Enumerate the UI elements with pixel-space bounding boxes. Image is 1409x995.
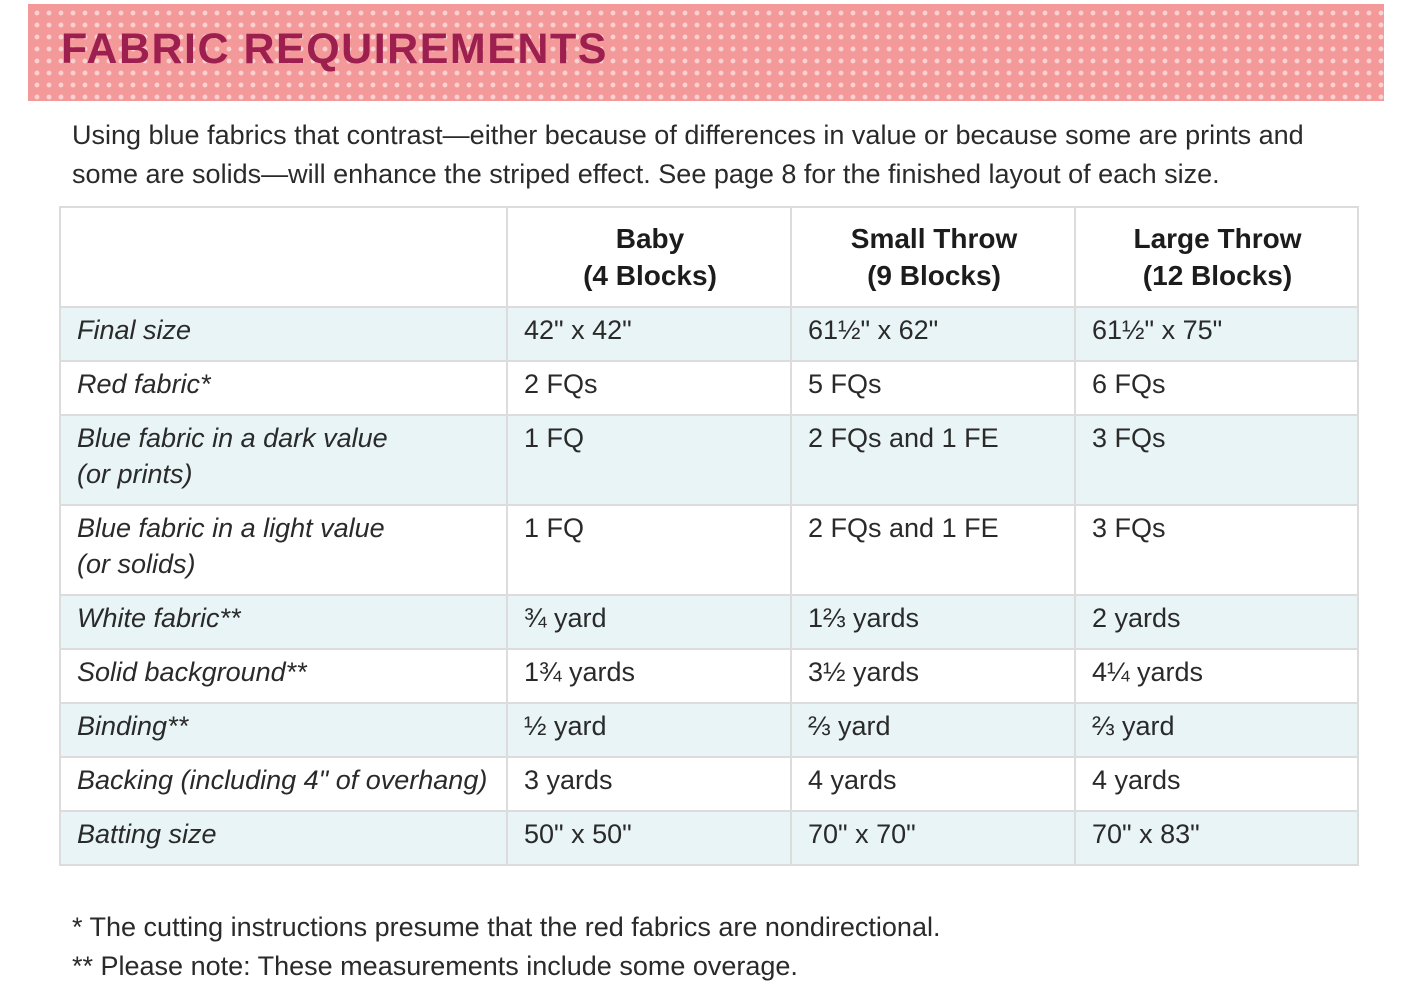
table-row xyxy=(60,649,1358,703)
column-header-sub: (9 Blocks) xyxy=(867,260,1001,291)
row-label-note: (or solids) xyxy=(77,549,196,579)
row-label xyxy=(60,649,507,703)
table-row xyxy=(60,595,1358,649)
table-cell: 1⅔ yards xyxy=(791,595,1075,649)
table-row xyxy=(60,307,1358,361)
table-cell: 4 yards xyxy=(791,757,1075,811)
row-label xyxy=(60,703,507,757)
row-label xyxy=(60,361,507,415)
row-label-text: Binding** xyxy=(77,711,189,741)
column-header-large-throw xyxy=(1075,207,1358,307)
fabric-requirements-table xyxy=(59,206,1359,866)
row-label-note: (or prints) xyxy=(77,459,193,489)
table-cell: ⅔ yard xyxy=(1075,703,1358,757)
row-label-text: Batting size xyxy=(77,819,217,849)
table-header-row xyxy=(60,207,1358,307)
header-cell-blank xyxy=(60,207,507,307)
page-title: FABRIC REQUIREMENTS xyxy=(61,25,608,73)
column-header-small-throw xyxy=(791,207,1075,307)
table-cell: ⅔ yard xyxy=(791,703,1075,757)
row-label-text: Backing (including 4" of overhang) xyxy=(77,765,488,795)
footnotes xyxy=(72,908,1372,986)
row-label-text: Red fabric* xyxy=(77,369,211,399)
table-cell: 1 FQ xyxy=(507,505,791,595)
row-label-text: Solid background** xyxy=(77,657,307,687)
row-label xyxy=(60,415,507,505)
row-label xyxy=(60,595,507,649)
table-cell: 3½ yards xyxy=(791,649,1075,703)
row-label xyxy=(60,811,507,865)
column-header-name: Large Throw xyxy=(1133,223,1302,254)
row-label-text: White fabric** xyxy=(77,603,241,633)
table-cell: 2 FQs xyxy=(507,361,791,415)
column-header-name: Small Throw xyxy=(850,223,1018,254)
table-cell: 61½" x 75" xyxy=(1075,307,1358,361)
table-cell: ½ yard xyxy=(507,703,791,757)
row-label-text: Blue fabric in a dark value xyxy=(77,423,388,453)
table-cell: 1 FQ xyxy=(507,415,791,505)
table-cell: 61½" x 62" xyxy=(791,307,1075,361)
table-cell: 2 FQs and 1 FE xyxy=(791,505,1075,595)
table-cell: 2 FQs and 1 FE xyxy=(791,415,1075,505)
row-label xyxy=(60,307,507,361)
table-row xyxy=(60,415,1358,505)
footnote-overage: ** Please note: These measurements include some overage. xyxy=(72,951,798,981)
table-row xyxy=(60,757,1358,811)
table-cell: 3 yards xyxy=(507,757,791,811)
column-header-sub: (12 Blocks) xyxy=(1142,260,1293,291)
table-row xyxy=(60,505,1358,595)
table-cell: 50" x 50" xyxy=(507,811,791,865)
table-cell: 5 FQs xyxy=(791,361,1075,415)
table-cell: 70" x 70" xyxy=(791,811,1075,865)
table-row xyxy=(60,811,1358,865)
header-banner xyxy=(28,4,1384,101)
footnote-red-fabric: * The cutting instructions presume that the red fabrics are nondirectional. xyxy=(72,912,941,942)
table-cell: 70" x 83" xyxy=(1075,811,1358,865)
table-cell: 1¾ yards xyxy=(507,649,791,703)
row-label-text: Blue fabric in a light value xyxy=(77,513,385,543)
row-label xyxy=(60,505,507,595)
row-label xyxy=(60,757,507,811)
table-row xyxy=(60,703,1358,757)
intro-paragraph: Using blue fabrics that contrast—either because of differences in value or because some are prints and some are solids—will enhance the striped effect. See page 8 for the finished layout of each size. xyxy=(72,120,1304,189)
table-row xyxy=(60,361,1358,415)
column-header-baby xyxy=(507,207,791,307)
column-header-sub: (4 Blocks) xyxy=(583,260,717,291)
table-cell: 42" x 42" xyxy=(507,307,791,361)
table-cell: 3 FQs xyxy=(1075,505,1358,595)
table-cell: 6 FQs xyxy=(1075,361,1358,415)
table-cell: ¾ yard xyxy=(507,595,791,649)
row-label-text: Final size xyxy=(77,315,192,345)
table-cell: 4 yards xyxy=(1075,757,1358,811)
column-header-name: Baby xyxy=(615,223,685,254)
table-cell: 2 yards xyxy=(1075,595,1358,649)
table-cell: 4¼ yards xyxy=(1075,649,1358,703)
table-cell: 3 FQs xyxy=(1075,415,1358,505)
